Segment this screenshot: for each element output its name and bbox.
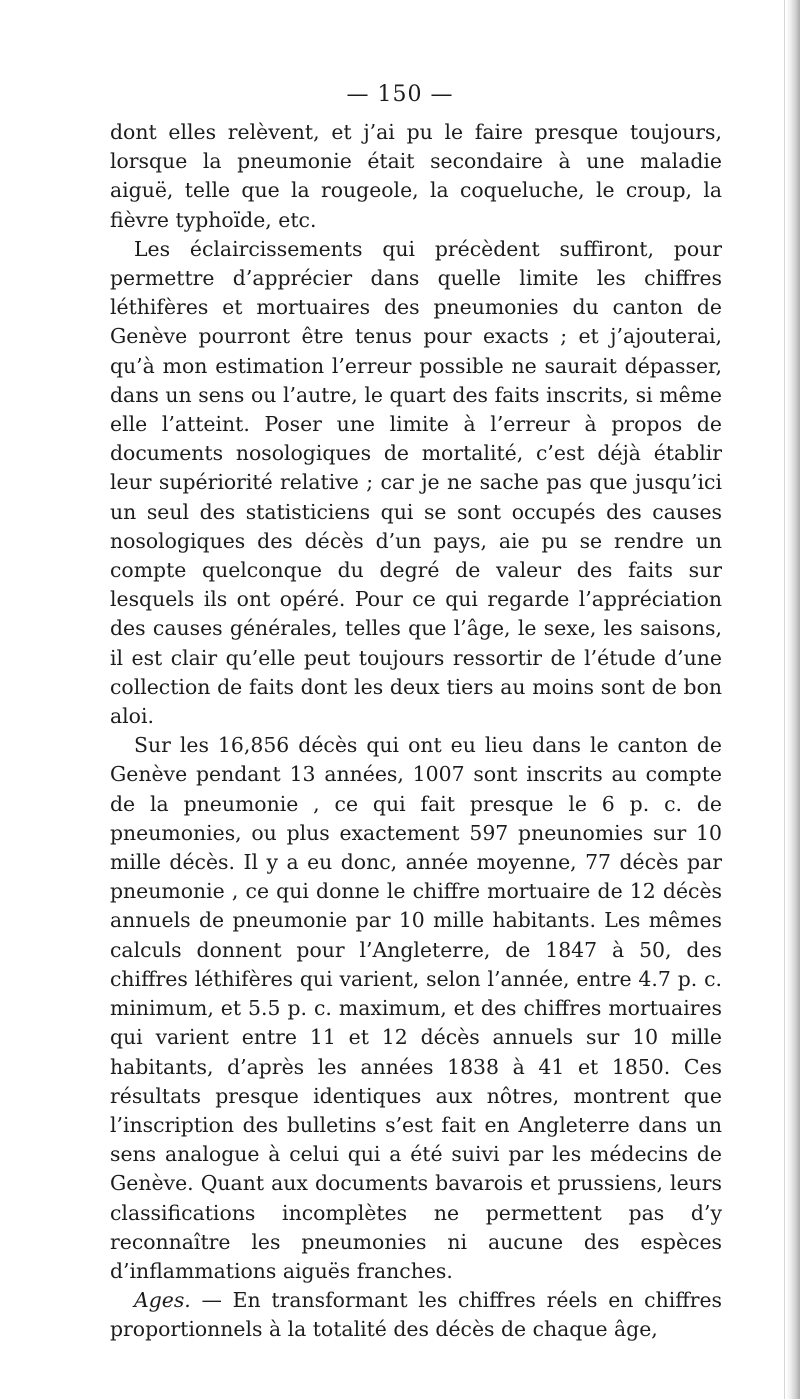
body-text: [110, 118, 722, 1345]
paragraph-3: Sur les 16,856 décès qui ont eu lieu dans le canton de Genève pendant 13 années, 1007 sont inscrits au compte de la pneumonie , ce qui fait presque le 6 p. c. de pneumonies, ou plus exactement 597 pneunomies sur 10 mille décès. Il y a eu donc, année moyenne, 77 décès par pneumonie , ce qui donne le chiffre mortuaire de 12 décès annuels de pneumonie par 10 mille habitants. Les mêmes calculs donnent pour l’Angleterre, de 1847 à 50, des chiffres léthifères qui varient, selon l’année, entre 4.7 p. c. minimum, et 5.5 p. c. maximum, et des chiffres mortuaires qui varient entre 11 et 12 décès annuels sur 10 mille habitants, d’après les années 1838 à 41 et 1850. Ces résultats presque identiques aux nôtres, montrent que l’inscription des bulletins s’est fait en Angleterre dans un sens analogue à celui qui a été suivi par les médecins de Genève. Quant aux documents bavarois et prussiens, leurs classifications incomplètes ne permettent pas d’y reconnaître les pneumonies ni aucune des espèces d’inflammations aiguës franches.: [110, 733, 722, 1283]
page-number-header: — 150 —: [346, 82, 454, 107]
page-edge-shadow: [786, 0, 800, 1399]
page-edge-line: [784, 0, 785, 1399]
section-label-ages: Ages.: [134, 1288, 191, 1313]
paragraph-4-text: — En transformant les chiffres réels en chiffres proportionnels à la totalité des décès de chaque âge,: [110, 1288, 722, 1342]
paragraph-2: Les éclaircissements qui précèdent suffiront, pour permettre d’apprécier dans quelle limite les chiffres léthifères et mortuaires des pneumonies du canton de Genève pourront être tenus pour exacts ; et j’ajouterai, qu’à mon estimation l’erreur possible ne saurait dépasser, dans un sens ou l’autre, le quart des faits inscrits, si même elle l’atteint. Poser une limite à l’erreur à propos de documents nosologiques de mortalité, c’est déjà établir leur supériorité relative ; car je ne sache pas que jusqu’ici un seul des statisticiens qui se sont occupés des causes nosologiques des décès d’un pays, aie pu se rendre un compte quelconque du degré de valeur des faits sur lesquels ils ont opéré. Pour ce qui regarde l’appréciation des causes générales, telles que l’âge, le sexe, les saisons, il est clair qu’elle peut toujours ressortir de l’étude d’une collection de faits dont les deux tiers au moins sont de bon aloi.: [110, 236, 722, 729]
paragraph-4: [110, 1286, 722, 1344]
paragraph-1: dont elles relèvent, et j’ai pu le faire presque toujours, lorsque la pneumonie était secondaire à une maladie aiguë, telle que la rougeole, la coqueluche, le croup, la fièvre typhoïde, etc.: [110, 120, 722, 232]
